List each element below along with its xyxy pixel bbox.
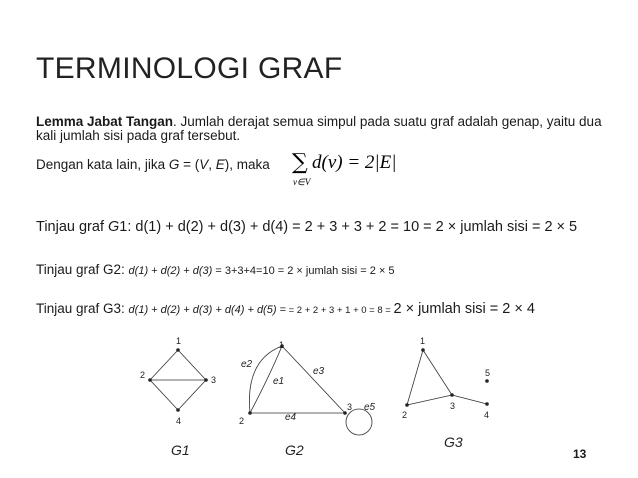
graph-g2 [239,340,376,458]
g1-node [204,378,208,382]
g1-node [148,378,152,382]
g2-edge-e1: e1 [273,376,285,387]
g3-node [450,393,454,397]
line1-gname: G [108,219,120,235]
g3-node [485,379,489,383]
restatement-prefix: Dengan kata lain, jika [36,157,169,172]
line1-gnum: 1: [119,219,136,235]
g1-label-2: 2 [140,370,146,380]
g2-label-2: 2 [239,416,245,426]
g1-label-4: 4 [176,416,182,426]
g2-edge-e2: e2 [241,359,253,370]
g1-node [176,348,180,352]
restatement-suffix: ), maka [224,157,270,172]
g2-label-1: 1 [279,340,285,350]
g1-label-1: 1 [176,336,182,346]
g3-node [485,402,489,406]
graph-g3 [402,336,490,450]
restatement-comma: , [208,157,216,172]
line3-prefix: Tinjau graf G3: [36,301,129,316]
g3-label-3: 3 [450,401,456,411]
sum-sign: ∑ [292,150,308,175]
g1-name: G1 [171,442,190,458]
line2-prefix: Tinjau graf G2: [36,262,129,277]
lemma-text: . Jumlah derajat semua simpul pada suatu graf adalah genap, yaitu dua kali jumlah sisi pada graf tersebut. [36,114,602,143]
line3-big: 2 × jumlah sisi = 2 × 4 [393,301,535,317]
line2-sum: d(1) + d(2) + d(3) [128,265,213,277]
g2-name: G2 [285,442,304,458]
line3-small: = 2 + 2 + 3 + 1 + 0 = 8 = [285,305,394,316]
g2-edge-e3: e3 [313,366,325,377]
g3-node [421,348,425,352]
g2-label-3: 3 [347,402,353,412]
g3-label-4: 4 [484,410,490,420]
var-v: V [199,157,209,172]
g2-edge-e4: e4 [285,412,297,423]
var-g: G [168,157,180,172]
var-e: E [215,157,225,172]
page-number: 13 [573,447,587,461]
g3-label-2: 2 [402,410,408,420]
g3-label-5: 5 [485,368,491,378]
g2-edge-e5: e5 [364,402,376,413]
line2-rest: = 3+3+4=10 = 2 × jumlah sisi = 2 × 5 [212,265,395,277]
g1-node [176,408,180,412]
line1-body: d(1) + d(2) + d(3) + d(4) = 2 + 3 + 3 + 2 = 10 = 2 × jumlah sisi = 2 × 5 [135,219,578,235]
g3-label-1: 1 [420,336,426,346]
g3-node [405,403,409,407]
restatement-eq: = ( [179,157,200,172]
formula-main: d(v) = 2|E| [312,152,397,173]
lemma-heading: Lemma Jabat Tangan [36,114,174,129]
graph-g1 [140,336,216,458]
g2-node [248,411,252,415]
line1-prefix: Tinjau graf [36,219,108,235]
page-title: TERMINOLOGI GRAF [36,52,343,85]
line3-sum: d(1) + d(2) + d(3) + d(4) + d(5) = [128,304,286,316]
g3-name: G3 [444,434,463,450]
g1-label-3: 3 [211,375,217,385]
formula-subscript: v∈V [293,177,311,187]
